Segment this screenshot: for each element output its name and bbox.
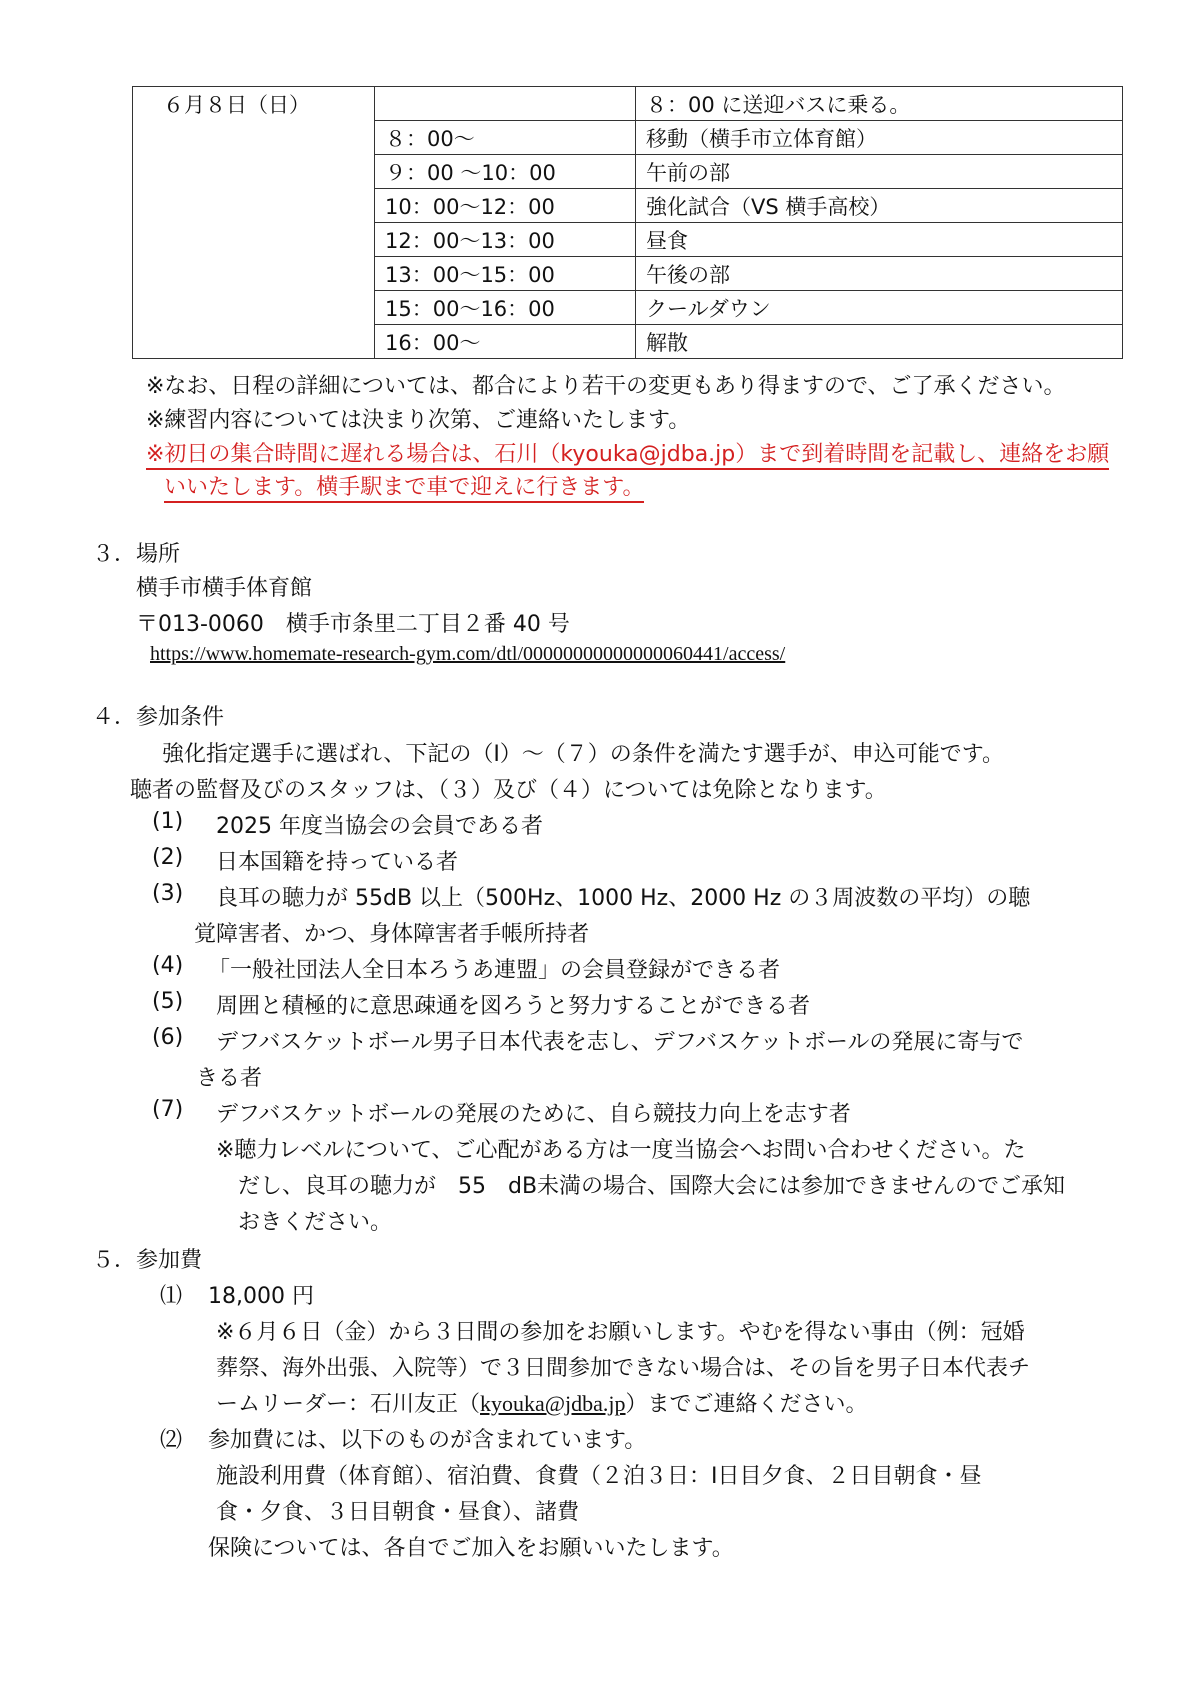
section-heading: ５．参加費 xyxy=(92,1248,203,1273)
condition-text-cont: 覚障害者、かつ、身体障害者手帳所持者 xyxy=(194,922,590,947)
venue-name: 横手市横手体育館 xyxy=(136,576,313,601)
schedule-time: 12：00～13：00 xyxy=(375,223,636,257)
fee-note: 葬祭、海外出張、入院等）で３日間参加できない場合は、その旨を男子日本代表チ xyxy=(216,1356,1031,1381)
schedule-time: 13：00～15：00 xyxy=(375,257,636,291)
condition-number: (5) xyxy=(152,989,184,1014)
venue-url-link[interactable]: https://www.homemate-research-gym.com/dtl/00000000000000060441/access/ xyxy=(150,643,786,665)
schedule-date: ６月８日（日） xyxy=(133,87,375,359)
schedule-activity: 解散 xyxy=(636,325,1123,359)
fee-inclusions: 食・夕食、３日目朝食・昼食）、諸費 xyxy=(216,1500,580,1525)
condition-text: 良耳の聴力が 55dB 以上（500Hz、1000 Hz、2000 Hz の３周波数の平均）の聴 xyxy=(216,886,1031,911)
condition-number: (4) xyxy=(152,953,184,978)
fee-amount: 18,000 円 xyxy=(208,1284,314,1309)
condition-number: (2) xyxy=(152,845,184,870)
fee-inclusions-title: 参加費には、以下のものが含まれています。 xyxy=(208,1428,647,1453)
schedule-note: ※練習内容については決まり次第、ご連絡いたします。 xyxy=(146,408,691,433)
fee-item-number: ⑴ xyxy=(160,1284,183,1309)
condition-number: (1) xyxy=(152,809,184,834)
fee-note xyxy=(216,1387,868,1418)
fee-note-text: ームリーダー：石川友正（ xyxy=(216,1392,481,1417)
fee-note-text: ）までご連絡ください。 xyxy=(625,1392,868,1417)
schedule-activity: 強化試合（VS 横手高校） xyxy=(636,189,1123,223)
contact-email-link[interactable]: kyouka@jdba.jp xyxy=(480,1391,626,1416)
late-arrival-note-line2: いいたします。横手駅まで車で迎えに行きます。 xyxy=(164,475,644,503)
schedule-time: 16：00～ xyxy=(375,325,636,359)
schedule-table xyxy=(132,86,1123,359)
venue-address: 〒013-0060 横手市条里二丁目２番 40 号 xyxy=(136,612,570,637)
condition-number: (6) xyxy=(152,1025,184,1050)
late-arrival-note xyxy=(164,470,644,501)
fee-item-number: ⑵ xyxy=(160,1428,183,1453)
hearing-note: だし、良耳の聴力が 55 dB未満の場合、国際大会には参加できませんのでご承知 xyxy=(238,1174,1066,1199)
condition-text-cont: きる者 xyxy=(196,1066,263,1091)
late-arrival-note-line1: ※初日の集合時間に遅れる場合は、石川（kyouka@jdba.jp）まで到着時間を記載し、連絡をお願 xyxy=(146,442,1109,470)
schedule-note: ※なお、日程の詳細については、都合により若干の変更もあり得ますので、ご了承ください。 xyxy=(146,374,1066,399)
hearing-note: おきください。 xyxy=(238,1210,393,1235)
table-row xyxy=(133,87,1123,121)
condition-number: (3) xyxy=(152,881,184,906)
condition-text: 日本国籍を持っている者 xyxy=(216,850,459,875)
insurance-note: 保険については、各自でご加入をお願いいたします。 xyxy=(208,1536,734,1561)
fee-inclusions: 施設利用費（体育館）、宿泊費、食費（２泊３日：Ⅰ日目夕食、２日目朝食・昼 xyxy=(216,1464,982,1489)
schedule-time xyxy=(375,87,636,121)
schedule-activity: 午前の部 xyxy=(636,155,1123,189)
condition-text: 「一般社団法人全日本ろうあ連盟」の会員登録ができる者 xyxy=(208,958,781,983)
section-heading: ３．場所 xyxy=(92,542,181,567)
schedule-time: ８：00～ xyxy=(375,121,636,155)
condition-text: デフバスケットボール男子日本代表を志し、デフバスケットボールの発展に寄与で xyxy=(216,1030,1024,1055)
schedule-activity: クールダウン xyxy=(636,291,1123,325)
conditions-intro: 聴者の監督及びのスタッフは、（３）及び（４）については免除となります。 xyxy=(130,778,887,803)
schedule-activity: 移動（横手市立体育館） xyxy=(636,121,1123,155)
schedule-time: 15：00～16：00 xyxy=(375,291,636,325)
late-arrival-note xyxy=(146,437,1109,468)
schedule-activity: 昼食 xyxy=(636,223,1123,257)
fee-note: ※６月６日（金）から３日間の参加をお願いします。やむを得ない事由（例：冠婚 xyxy=(216,1320,1025,1345)
hearing-note: ※聴力レベルについて、ご心配がある方は一度当協会へお問い合わせください。た xyxy=(216,1138,1026,1163)
condition-text: デフバスケットボールの発展のために、自ら競技力向上を志す者 xyxy=(216,1102,851,1127)
condition-text: 2025 年度当協会の会員である者 xyxy=(216,814,543,839)
schedule-activity: 午後の部 xyxy=(636,257,1123,291)
condition-text: 周囲と積極的に意思疎通を図ろうと努力することができる者 xyxy=(216,994,811,1019)
condition-number: (7) xyxy=(152,1097,184,1122)
schedule-time: ９：00 ～10：00 xyxy=(375,155,636,189)
conditions-intro: 強化指定選手に選ばれ、下記の（Ⅰ）～（７）の条件を満たす選手が、申込可能です。 xyxy=(162,742,1005,767)
schedule-time: 10：00～12：00 xyxy=(375,189,636,223)
section-heading: ４．参加条件 xyxy=(92,705,225,730)
schedule-activity: ８：00 に送迎バスに乗る。 xyxy=(636,87,1123,121)
